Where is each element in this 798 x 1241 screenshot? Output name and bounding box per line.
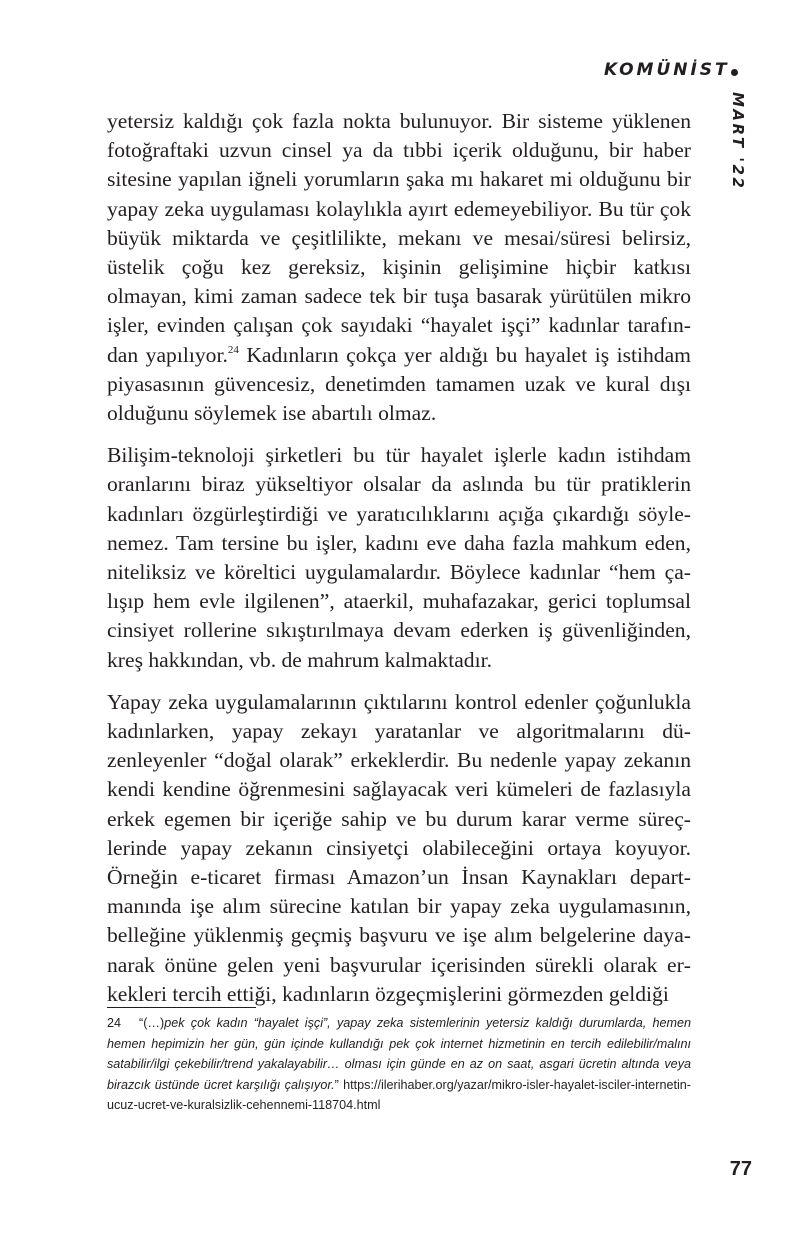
paragraph-3: Yapay zeka uygulamalarının çıktılarını kontrol edenler çoğunlukla kadınlarken, yapay zekayı yaratanlar ve algoritmalarını düzenleyenler “doğal olarak” erkeklerdir. Bu nedenle yapay zekanın kendi kendine öğrenmesini sağlayacak veri kümeleri de fazlasıyla erkek egemen bir içeriğe sahip ve bu durum karar verme süreçlerinde yapay zekanın cinsiyetçi olabileceğini ortaya koyuyor. Örneğin e-ticaret firması Amazon’un İnsan Kaynakları departmanında işe alım sürecine katılan bir yapay zeka uygulamasının, belleğine yüklenmiş geçmiş başvuru ve işe alım belgelerine dayanarak önüne gelen yeni başvurular içerisinden sürekli olarak erkekleri tercih ettiği, kadınların özgeçmişlerini görmezden geldiği — [107, 689, 691, 1006]
paragraph-1 — [107, 107, 691, 428]
article-body — [107, 107, 691, 1022]
paragraph-1-text-cont: Kadınların çokça yer aldığı bu hayalet iş istihdam piyasasının güvencesiz, denetimden tamamen uzak ve kural dışı olduğunu söylemek ise abartılı olmaz. — [107, 342, 691, 426]
footnote-divider — [107, 1007, 256, 1008]
footnote-reference-24[interactable]: 24 — [227, 343, 239, 356]
bullet-dot-icon — [731, 69, 738, 76]
magazine-title: KOMÜNİST — [604, 60, 730, 80]
footnote-source-link[interactable]: https://ilerihaber.org/yazar/mikro-isler-hayalet-isciler-internetin-ucuz-ucret-ve-kuralsizlik-cehennemi-118704.html — [107, 1077, 691, 1112]
footnote-quote-text: pek çok kadın “hayalet işçi”, yapay zeka sistemlerinin yetersiz kaldığı durumlarda, hemen hemen hepimizin her gün, gün içinde kullandığı pek çok internet hizmetinin en tercih edilebilir/malını satabilir/ilgi çekebilir/trend yakalayabilir… olması için günde en az on saat, asgari ücretin altında veya birazcık üstünde ücret karşılığı çalışıyor. — [107, 1016, 691, 1092]
paragraph-1-text: yetersiz kaldığı çok fazla nokta bulunuyor. Bir sisteme yüklenen fotoğraftaki uzvun cinsel ya da tıbbi içerik olduğunu, bir haber sitesine yapılan iğneli yorumların şaka mı hakaret mi olduğunu bir yapay zeka uygulaması kolaylıkla ayırt edemeyebiliyor. Bu tür çok büyük miktarda ve çeşitlilikte, mekanı ve mesai/süresi belirsiz, üstelik çoğu kez gereksiz, kişinin gelişimine hiçbir katkısı olmayan, kimi zaman sadece tek bir tuşa basarak yürütülen mikro işler, evinden çalışan çok sayıdaki “hayalet işçi” kadınlar tarafından yapılıyor. — [107, 109, 691, 367]
paragraph-2: Bilişim-teknoloji şirketleri bu tür hayalet işlerle kadın istihdam oranlarını biraz yükseltiyor olsalar da aslında bu tür pratiklerin kadınları özgürleştirdiği ve yaratıcılıklarını açığa çıkardığı söylenemez. Tam tersine bu işler, kadını eve daha fazla mahkum eden, niteliksiz ve köreltici uygulamalardır. Böylece kadınlar “hem çalışıp hem evle ilgilenen”, ataerkil, muhafazakar, gerici toplumsal cinsiyet rollerine sıkıştırılmaya devam ederken iş güvenliğinden, kreş hakkından, vb. de mahrum kalmaktadır. — [107, 443, 691, 672]
footnote-24 — [107, 1013, 691, 1116]
footnote-number: 24 — [107, 1016, 122, 1030]
page-number: 77 — [729, 1158, 752, 1180]
issue-date: MART '22 — [729, 92, 747, 191]
footnote-quote-close: ” — [334, 1077, 339, 1092]
footnote-quote-open: “(…) — [139, 1016, 165, 1030]
